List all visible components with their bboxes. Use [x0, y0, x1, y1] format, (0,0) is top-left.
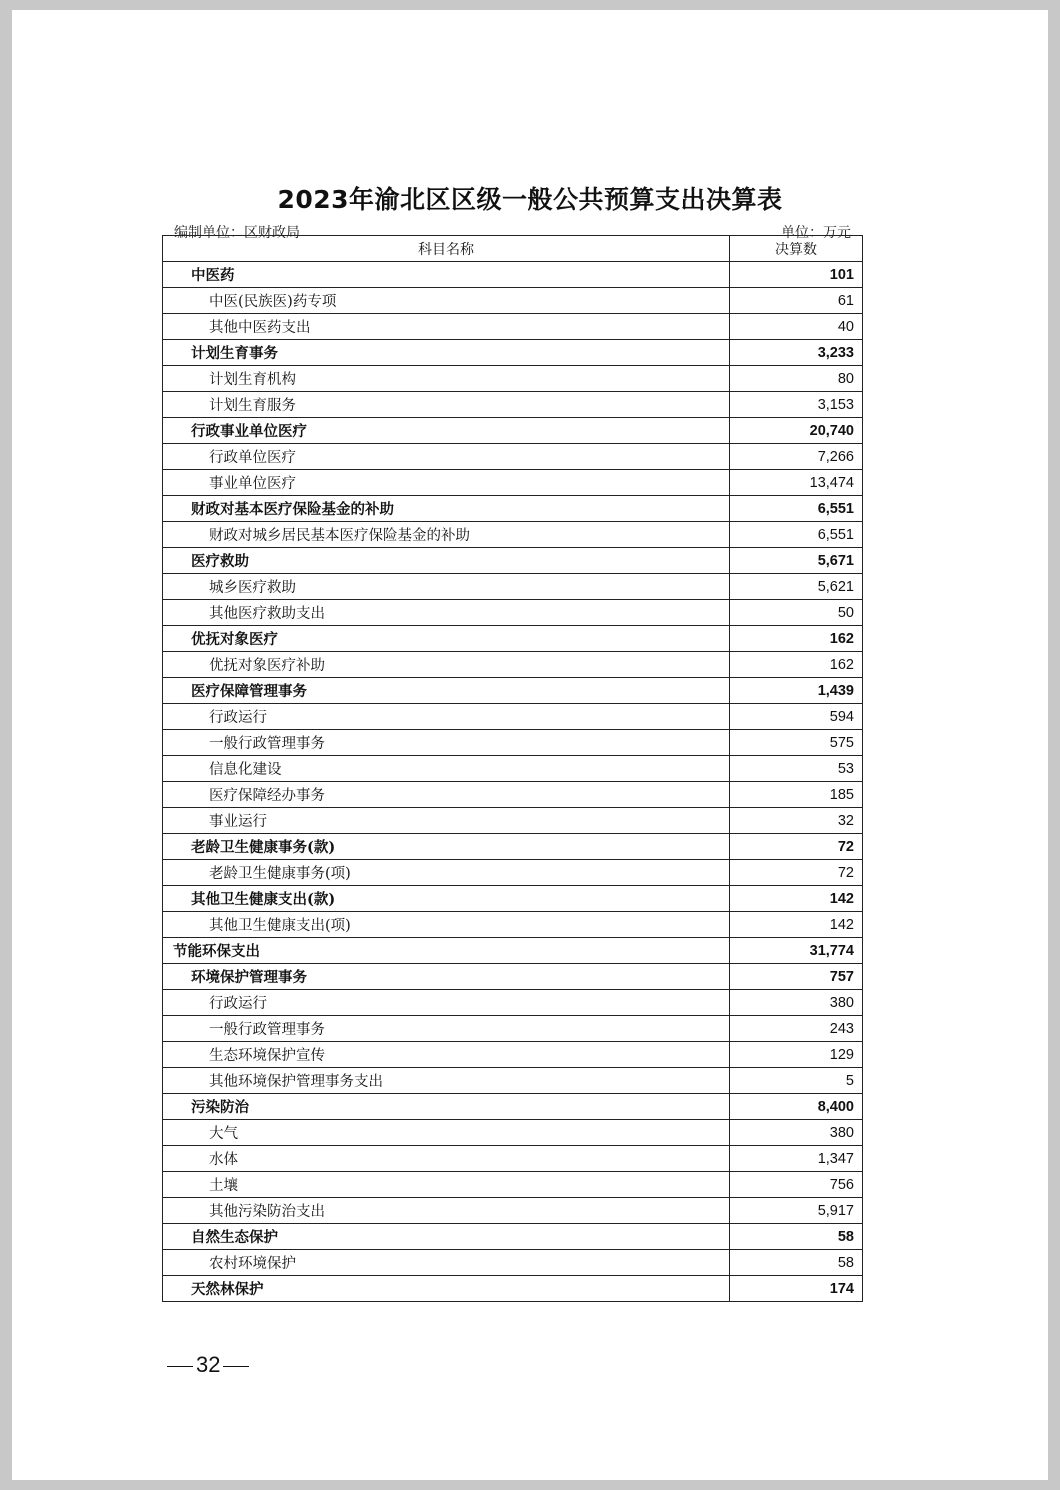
row-value-cell: 40	[730, 314, 863, 340]
table-row	[163, 1068, 863, 1094]
row-name-cell: 老龄卫生健康事务(款)	[163, 834, 730, 860]
row-name-cell: 其他卫生健康支出(款)	[163, 886, 730, 912]
compiler-label: 编制单位：区财政局	[174, 225, 300, 241]
row-name-cell: 其他中医药支出	[163, 314, 730, 340]
row-name-cell: 事业单位医疗	[163, 470, 730, 496]
row-name-cell: 财政对基本医疗保险基金的补助	[163, 496, 730, 522]
column-header-name: 科目名称	[163, 236, 730, 262]
row-value-cell: 58	[730, 1250, 863, 1276]
row-value-cell: 72	[730, 860, 863, 886]
page-title: 2023年渝北区区级一般公共预算支出决算表	[277, 185, 783, 214]
table-row	[163, 912, 863, 938]
row-name-cell: 城乡医疗救助	[163, 574, 730, 600]
row-name-cell: 节能环保支出	[163, 938, 730, 964]
column-header-value: 决算数	[730, 236, 863, 262]
row-name-cell: 天然林保护	[163, 1276, 730, 1302]
row-name-cell: 行政事业单位医疗	[163, 418, 730, 444]
row-name-cell: 中医(民族医)药专项	[163, 288, 730, 314]
row-value-cell: 174	[730, 1276, 863, 1302]
table-row	[163, 418, 863, 444]
row-name-cell: 生态环境保护宣传	[163, 1042, 730, 1068]
table-row	[163, 444, 863, 470]
table-row	[163, 886, 863, 912]
row-value-cell: 756	[730, 1172, 863, 1198]
row-value-cell: 575	[730, 730, 863, 756]
row-name-cell: 信息化建设	[163, 756, 730, 782]
table-row	[163, 1276, 863, 1302]
row-name-cell: 自然生态保护	[163, 1224, 730, 1250]
row-name-cell: 一般行政管理事务	[163, 730, 730, 756]
row-value-cell: 6,551	[730, 522, 863, 548]
row-value-cell: 3,233	[730, 340, 863, 366]
row-value-cell: 1,347	[730, 1146, 863, 1172]
table-row	[163, 834, 863, 860]
table-row	[163, 366, 863, 392]
row-value-cell: 380	[730, 990, 863, 1016]
row-value-cell: 7,266	[730, 444, 863, 470]
table-body	[163, 262, 863, 1302]
table-row	[163, 1198, 863, 1224]
page-number: 32	[196, 1352, 221, 1377]
table-row	[163, 340, 863, 366]
row-value-cell: 594	[730, 704, 863, 730]
row-name-cell: 老龄卫生健康事务(项)	[163, 860, 730, 886]
row-value-cell: 142	[730, 886, 863, 912]
table-row	[163, 626, 863, 652]
row-name-cell: 环境保护管理事务	[163, 964, 730, 990]
row-value-cell: 5,621	[730, 574, 863, 600]
row-value-cell: 5,917	[730, 1198, 863, 1224]
row-name-cell: 优抚对象医疗	[163, 626, 730, 652]
table-row	[163, 756, 863, 782]
table-row	[163, 808, 863, 834]
row-name-cell: 大气	[163, 1120, 730, 1146]
table-row	[163, 600, 863, 626]
table-row	[163, 730, 863, 756]
row-name-cell: 医疗保障经办事务	[163, 782, 730, 808]
row-value-cell: 20,740	[730, 418, 863, 444]
row-value-cell: 1,439	[730, 678, 863, 704]
table-row	[163, 860, 863, 886]
row-value-cell: 380	[730, 1120, 863, 1146]
row-value-cell: 162	[730, 652, 863, 678]
table-row	[163, 938, 863, 964]
row-name-cell: 优抚对象医疗补助	[163, 652, 730, 678]
table-row	[163, 522, 863, 548]
row-value-cell: 142	[730, 912, 863, 938]
table-row	[163, 990, 863, 1016]
row-name-cell: 水体	[163, 1146, 730, 1172]
document-page	[12, 10, 1048, 1480]
row-value-cell: 31,774	[730, 938, 863, 964]
footer-dash-left	[167, 1366, 193, 1367]
row-name-cell: 土壤	[163, 1172, 730, 1198]
row-name-cell: 农村环境保护	[163, 1250, 730, 1276]
row-value-cell: 5	[730, 1068, 863, 1094]
row-value-cell: 185	[730, 782, 863, 808]
table-row	[163, 1250, 863, 1276]
row-name-cell: 行政运行	[163, 990, 730, 1016]
table-row	[163, 574, 863, 600]
row-name-cell: 行政单位医疗	[163, 444, 730, 470]
row-value-cell: 13,474	[730, 470, 863, 496]
row-name-cell: 其他卫生健康支出(项)	[163, 912, 730, 938]
table-header-row	[163, 236, 863, 262]
table-row	[163, 548, 863, 574]
table-row	[163, 678, 863, 704]
row-value-cell: 50	[730, 600, 863, 626]
row-name-cell: 其他环境保护管理事务支出	[163, 1068, 730, 1094]
table-row	[163, 704, 863, 730]
row-name-cell: 事业运行	[163, 808, 730, 834]
unit-label: 单位：万元	[781, 225, 851, 241]
page-footer	[164, 1352, 252, 1378]
table-row	[163, 1120, 863, 1146]
table-row	[163, 1146, 863, 1172]
table-row	[163, 314, 863, 340]
row-value-cell: 72	[730, 834, 863, 860]
row-name-cell: 一般行政管理事务	[163, 1016, 730, 1042]
row-value-cell: 58	[730, 1224, 863, 1250]
table-row	[163, 288, 863, 314]
row-value-cell: 32	[730, 808, 863, 834]
row-value-cell: 80	[730, 366, 863, 392]
row-name-cell: 其他医疗救助支出	[163, 600, 730, 626]
row-name-cell: 医疗救助	[163, 548, 730, 574]
table-row	[163, 782, 863, 808]
table-row	[163, 392, 863, 418]
row-name-cell: 行政运行	[163, 704, 730, 730]
footer-dash-right	[223, 1366, 249, 1367]
table-row	[163, 1172, 863, 1198]
row-value-cell: 53	[730, 756, 863, 782]
table-row	[163, 1016, 863, 1042]
table-row	[163, 1224, 863, 1250]
table-row	[163, 470, 863, 496]
row-name-cell: 计划生育服务	[163, 392, 730, 418]
row-name-cell: 污染防治	[163, 1094, 730, 1120]
table-row	[163, 1094, 863, 1120]
budget-table	[162, 235, 863, 1302]
row-value-cell: 8,400	[730, 1094, 863, 1120]
row-name-cell: 计划生育事务	[163, 340, 730, 366]
table-row	[163, 496, 863, 522]
table-row	[163, 964, 863, 990]
row-name-cell: 其他污染防治支出	[163, 1198, 730, 1224]
row-name-cell: 计划生育机构	[163, 366, 730, 392]
table-row	[163, 1042, 863, 1068]
row-value-cell: 243	[730, 1016, 863, 1042]
table-row	[163, 652, 863, 678]
row-name-cell: 医疗保障管理事务	[163, 678, 730, 704]
row-value-cell: 3,153	[730, 392, 863, 418]
row-name-cell: 中医药	[163, 262, 730, 288]
row-value-cell: 6,551	[730, 496, 863, 522]
table-row	[163, 262, 863, 288]
row-value-cell: 162	[730, 626, 863, 652]
row-value-cell: 101	[730, 262, 863, 288]
row-value-cell: 61	[730, 288, 863, 314]
row-value-cell: 757	[730, 964, 863, 990]
row-value-cell: 129	[730, 1042, 863, 1068]
row-name-cell: 财政对城乡居民基本医疗保险基金的补助	[163, 522, 730, 548]
row-value-cell: 5,671	[730, 548, 863, 574]
